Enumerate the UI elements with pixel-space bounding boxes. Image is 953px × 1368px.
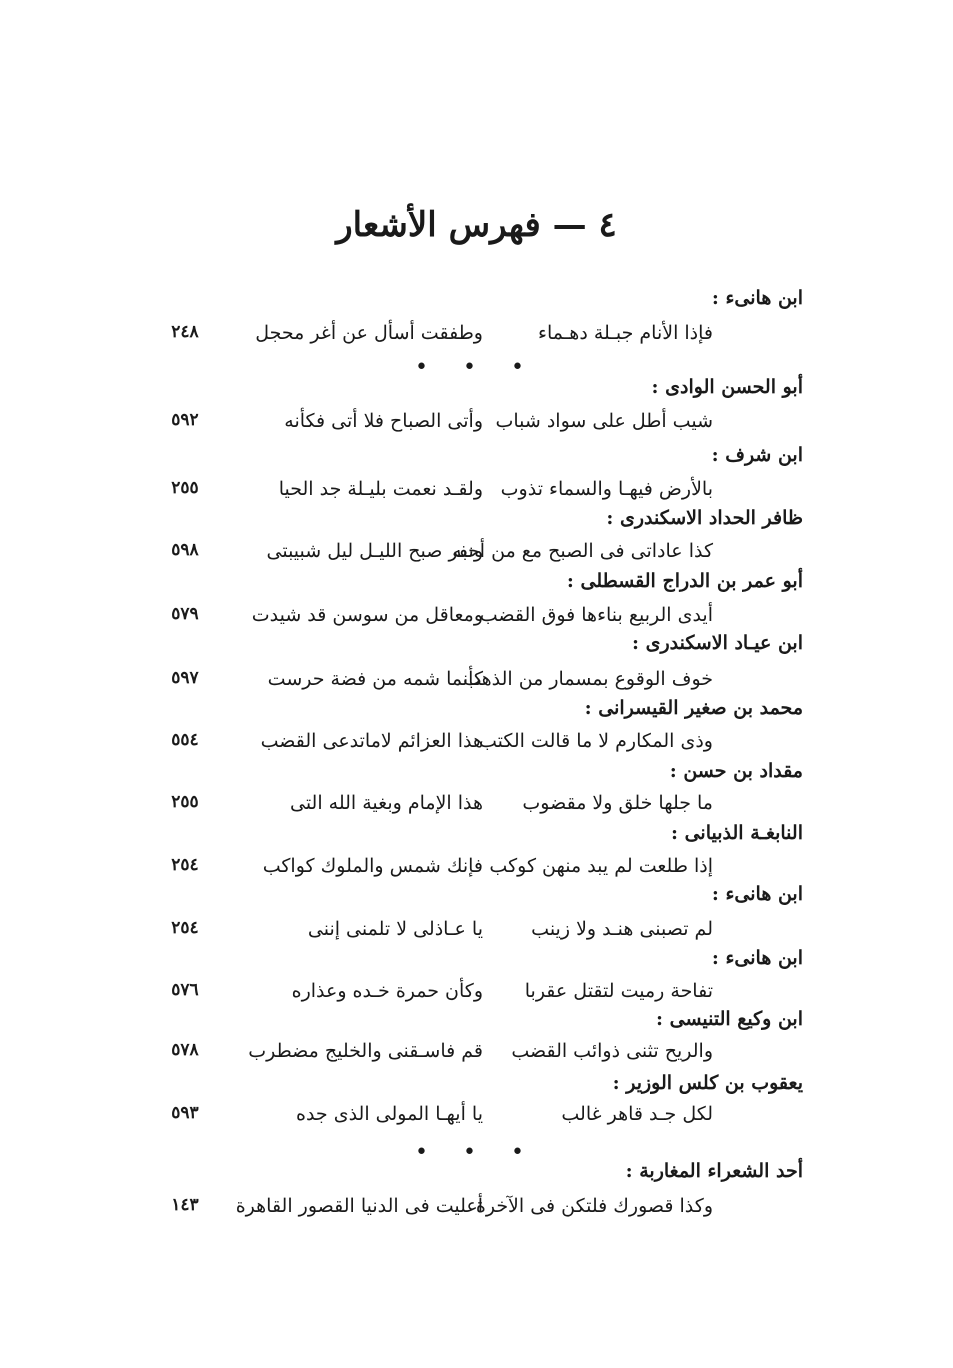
poet-name: ابن عيـاد الاسكندرى : <box>631 632 803 654</box>
poet-name: ابن هانىء : <box>711 883 803 905</box>
poet-name: ابن وكيع التنيسى : <box>655 1008 803 1030</box>
verse-second-hemistich: خوف الوقوع بمسمار من الذهب <box>462 668 713 690</box>
poet-name: أبو الحسن الوادى : <box>651 376 803 398</box>
page-number: ٥٩٣ <box>171 1103 199 1123</box>
verse-first-hemistich: قم فاسـقنى والخليج مضطرب <box>248 1040 483 1062</box>
poet-name: النابغـة الذبيانى : <box>670 822 803 844</box>
page-number: ٥٧٩ <box>171 604 199 624</box>
verse-row <box>0 540 953 570</box>
poet-name: ابن هانىء : <box>711 287 803 309</box>
section-separator: • • • <box>415 1140 538 1165</box>
verse-row <box>0 730 953 760</box>
verse-row <box>0 792 953 822</box>
verse-first-hemistich: هذا الإمام وبغية الله التى <box>289 792 483 814</box>
page-number: ٥٧٨ <box>171 1040 199 1060</box>
poet-name: يعقوب بن كلس الوزير : <box>612 1072 803 1094</box>
page-number: ٥٩٢ <box>171 410 199 430</box>
page-title: ٤ — فهرس الأشعار <box>336 205 617 245</box>
verse-second-hemistich: بالأرض فيهـا والسماء تذوب <box>500 478 713 500</box>
verse-second-hemistich: شيب أطل على سواد شباب <box>495 410 713 432</box>
poet-name: محمد بن صغير القيسرانى : <box>584 697 803 719</box>
verse-first-hemistich: كأنما شمه من فضة حرست <box>267 668 483 690</box>
verse-first-hemistich: ومعاقل من سوسن قد شيدت <box>251 604 483 626</box>
poet-name: أبو عمر بن الدراج القسطلى : <box>566 570 803 592</box>
verse-second-hemistich: وكذا قصورك فلتكن فى الآخرة <box>475 1195 713 1217</box>
verse-first-hemistich: وكأن حمرة خـده وعذاره <box>291 980 483 1002</box>
verse-row <box>0 1103 953 1133</box>
verse-first-hemistich: وطفقت أسأل عن أغر محجل <box>255 322 483 344</box>
verse-first-hemistich: ولقـد نعمت بليـلة جد الحيا <box>278 478 483 500</box>
poet-name: مقداد بن حسن : <box>669 760 803 782</box>
page-number: ١٤٣ <box>171 1195 199 1215</box>
section-separator: • • • <box>415 355 538 380</box>
verse-second-hemistich: لكل جـد قاهر غالب <box>561 1103 713 1125</box>
verse-first-hemistich: هذا العزائم لاماتدعى القضب <box>260 730 483 752</box>
verse-second-hemistich: ما جلها خلق ولا مقضوب <box>522 792 713 814</box>
verse-second-hemistich: فإذا الأنام جبـلة دهـماء <box>538 322 713 344</box>
verse-row <box>0 855 953 885</box>
verse-second-hemistich: تفاحة رميت لتقتل عقربا <box>524 980 713 1002</box>
verse-row <box>0 322 953 352</box>
page-number: ٥٩٨ <box>171 540 199 560</box>
verse-first-hemistich: فإنك شمس والملوك كواكب <box>262 855 483 877</box>
verse-first-hemistich: ونفر صبح الليـل ليل شبيبتى <box>266 540 483 562</box>
page-number: ٢٤٨ <box>171 322 199 342</box>
verse-row <box>0 604 953 634</box>
poet-name: أحد الشعراء المغاربة : <box>625 1160 803 1182</box>
verse-first-hemistich: يا أيهـا المولى الذى جده <box>296 1103 483 1125</box>
verse-first-hemistich: يا عـاذلى لا تلمنى إننى <box>307 918 483 940</box>
verse-first-hemistich: أعليت فى الدنيا القصور القاهرة <box>235 1195 483 1217</box>
verse-row <box>0 478 953 508</box>
verse-second-hemistich: كذا عاداتى فى الصبح مع من أحبه <box>452 540 713 562</box>
verse-row <box>0 668 953 698</box>
verse-second-hemistich: إذا طلعت لم يبد منهن كوكب <box>489 855 713 877</box>
verse-second-hemistich: أيدى الربيع بناءها فوق القضب <box>479 604 713 626</box>
poet-name: ابن هانىء : <box>711 947 803 969</box>
page-number: ٥٧٦ <box>171 980 199 1000</box>
verse-first-hemistich: وأتى الصباح فلا أتى فكأنه <box>284 410 483 432</box>
verse-row <box>0 980 953 1010</box>
verse-second-hemistich: لم تصبنى هنـد ولا زينب <box>531 918 713 940</box>
poet-name: ابن شرف : <box>711 444 803 466</box>
verse-second-hemistich: وذى المكارم لا ما قالت الكتب <box>478 730 713 752</box>
verse-row <box>0 1195 953 1225</box>
page-number: ٥٩٧ <box>171 668 199 688</box>
verse-second-hemistich: والريح تثنى ذوائب القضب <box>511 1040 713 1062</box>
page-number: ٢٥٥ <box>171 478 199 498</box>
verse-row <box>0 1040 953 1070</box>
page-number: ٢٥٥ <box>171 792 199 812</box>
verse-row <box>0 410 953 440</box>
page-number: ٢٥٤ <box>171 855 199 875</box>
poet-name: ظافر الحداد الاسكندرى : <box>606 507 803 529</box>
verse-row <box>0 918 953 948</box>
page-number: ٥٥٤ <box>171 730 199 750</box>
page-number: ٢٥٤ <box>171 918 199 938</box>
